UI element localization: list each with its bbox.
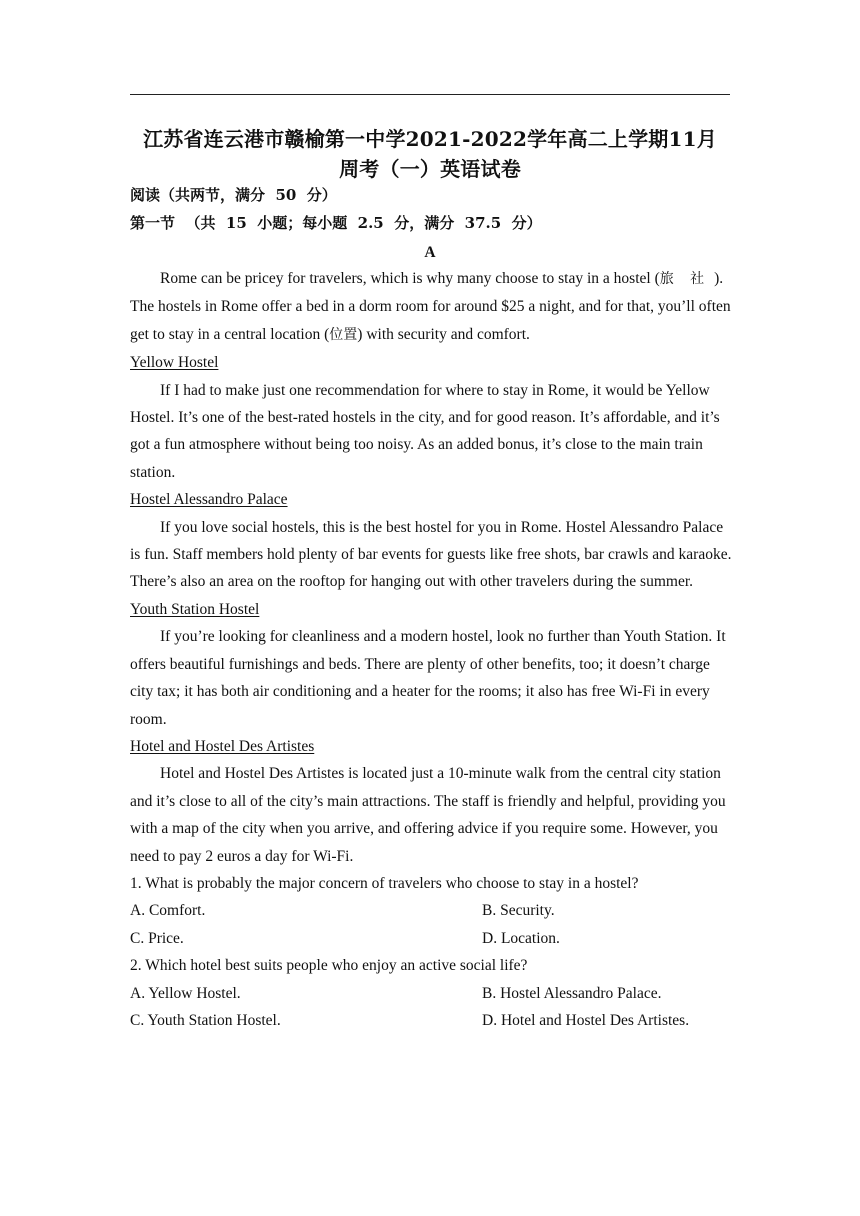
part-one-heading: 第一节 （共 15 小题；每小题 2.5 分，满分 37.5 分） [130,214,542,232]
document-title [130,124,730,184]
intro-text-1: Rome can be pricey for travelers, which is why many choose to stay in a hostel ( [160,270,660,287]
intro-chinese-gloss-hostel: 旅 社 [659,271,711,287]
hostel-description-des-artistes: Hotel and Hostel Des Artistes is located just a 10-minute walk from the central city station and it’s close to all of the city’s main attractions. The staff is friendly and helpful, providing you with a map of the city when you arrive, and offering advice if you require some. However, you need to pay 2 euros a day for Wi-Fi. [130,765,726,865]
question-2-option-b: B. Hostel Alessandro Palace. [482,984,662,1002]
intro-paragraph [130,265,736,349]
question-1-stem: 1. What is probably the major concern of travelers who choose to stay in a hostel? [130,874,639,892]
intro-chinese-gloss-location: 位置 [329,326,358,343]
hostel-name-alessandro: Hostel Alessandro Palace [130,491,288,509]
question-1-options-row-2 [130,925,736,952]
title-line-2: 周考（一）英语试卷 [339,157,521,181]
hostel-description-alessandro: If you love social hostels, this is the best hostel for you in Rome. Hostel Alessandro Palace is fun. Staff members hold plenty of bar events for guests like free shots, bar crawls and karaoke. There’s also an area on the rooftop for hanging out with other travelers during the summer. [130,518,732,591]
passage-body [130,265,736,1034]
hostel-name-des-artistes: Hotel and Hostel Des Artistes [130,737,315,755]
question-2-option-d: D. Hotel and Hostel Des Artistes. [482,1011,690,1029]
question-2-stem: 2. Which hotel best suits people who enjoy an active social life? [130,957,528,975]
question-1-option-d: D. Location. [482,929,560,947]
hostel-description-yellow: If I had to make just one recommendation for where to stay in Rome, it would be Yellow Hostel. It’s one of the best-rated hostels in the city, and for good reason. It’s affordable, and it’s got a fun atmosphere without being too noisy. As an added bonus, it’s close to the main train station. [130,381,720,481]
question-2-option-c: C. Youth Station Hostel. [130,1011,281,1029]
question-1-options-row-1 [130,897,736,924]
question-2-option-a: A. Yellow Hostel. [130,984,241,1002]
header-rule [130,94,730,95]
reading-section-heading: 阅读（共两节，满分 50 分） [130,186,337,204]
question-1-option-b: B. Security. [482,902,555,920]
title-line-1: 江苏省连云港市赣榆第一中学2021-2022学年高二上学期11月 [143,127,717,151]
intro-text-3: ) with security and comfort. [357,325,530,343]
question-2-options-row-2 [130,1007,736,1034]
question-2-options-row-1 [130,980,736,1007]
question-1-option-c: C. Price. [130,929,184,947]
passage-letter: A [424,244,436,261]
intro-text-2: ). The hostels in Rome offer a bed in a dorm room for around $25 a night, and for that, you’ll often get to stay in a central location ( [130,270,731,343]
hostel-description-youth-station: If you’re looking for cleanliness and a modern hostel, look no further than Youth Station. It offers beautiful furnishings and beds. There are plenty of other benefits, too; it doesn’t charge city tax; it has both air conditioning and a heater for the rooms; it also has free Wi-Fi in every room. [130,628,726,728]
hostel-name-youth-station: Youth Station Hostel [130,600,260,618]
question-1-option-a: A. Comfort. [130,902,206,920]
hostel-name-yellow: Yellow Hostel [130,354,219,372]
